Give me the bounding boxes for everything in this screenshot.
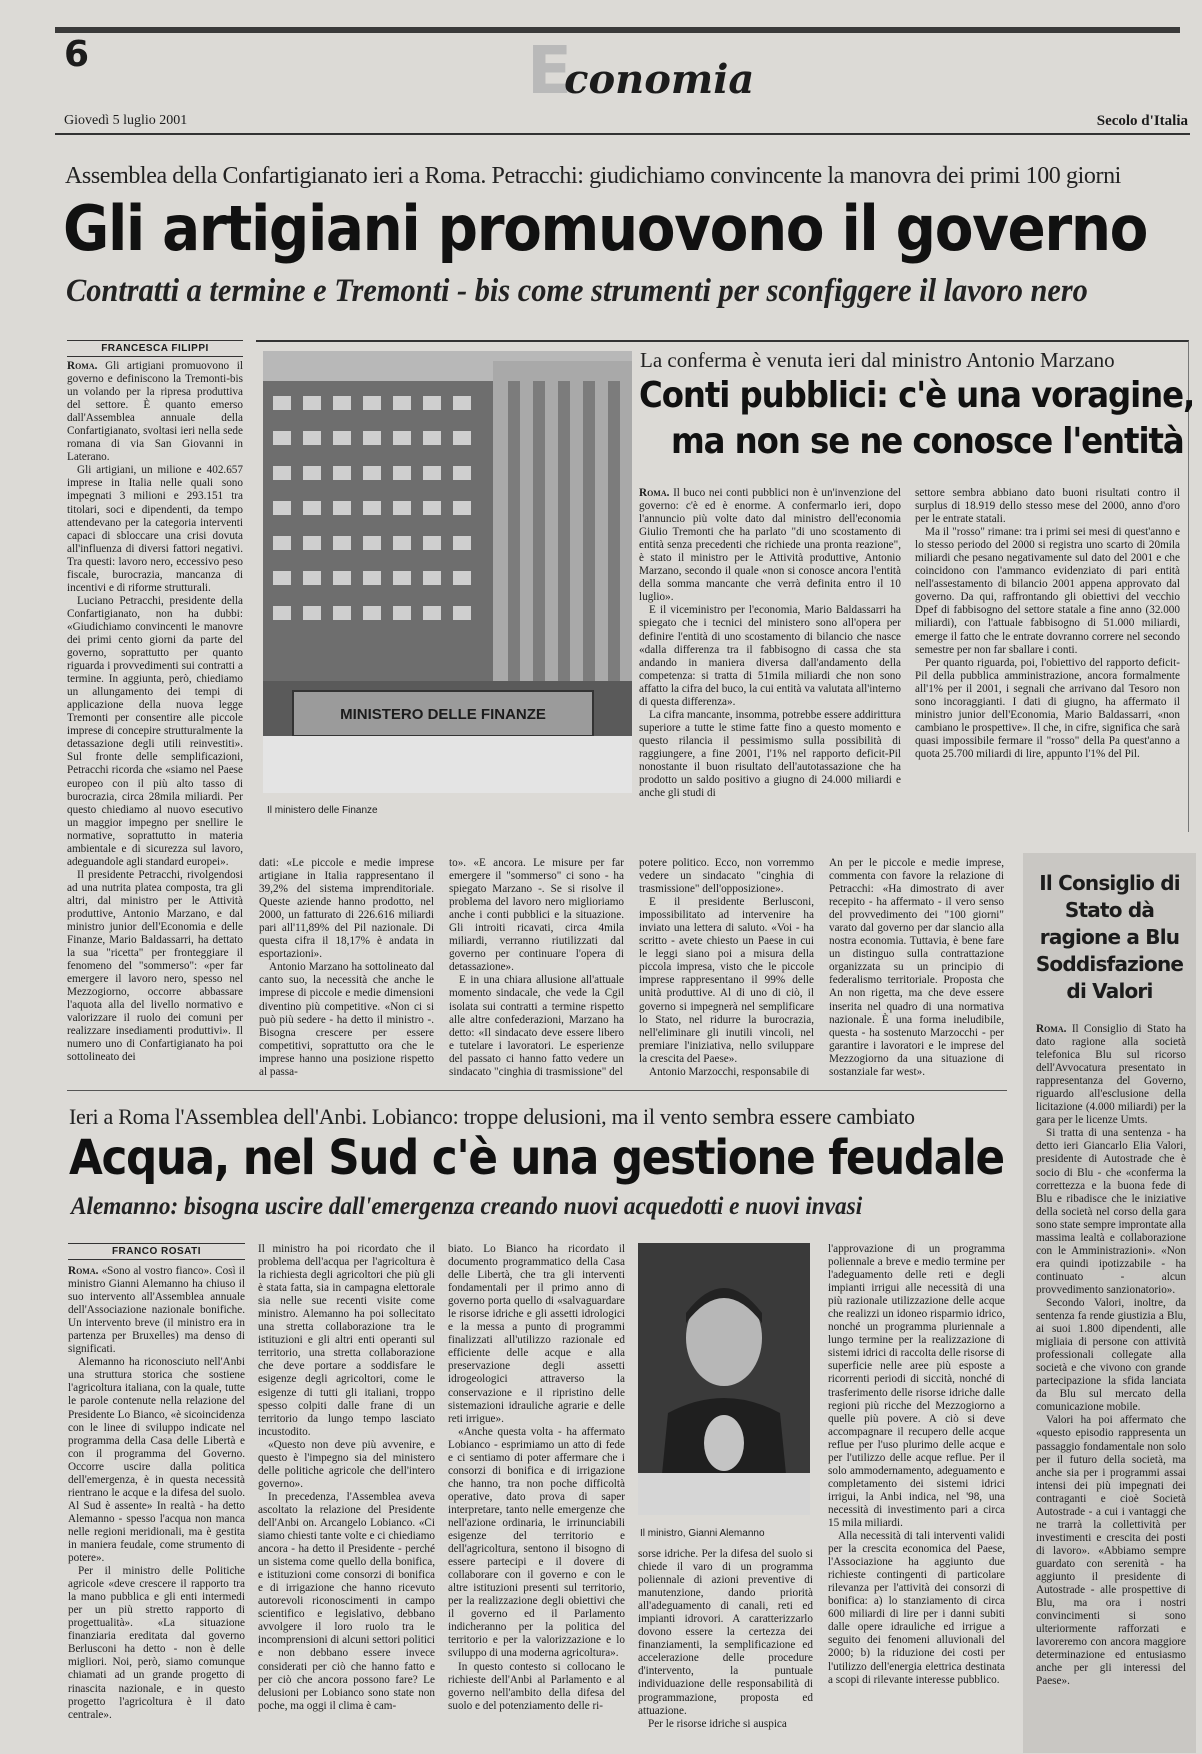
paragraph: Il ministro ha poi ricordato che il problema dell'acqua per l'agricoltura è la richiesta degli agricoltori che più gli è stata fatta, sia in campagna elettorale sia nelle sue recenti visite come ministro. Alemanno ha poi sollecitato una stretta collaborazione tra le istituzioni e gli altri enti operanti sul territorio, una stretta collaborazione che deve portare a soddisfare le esigenze degli agricoltori, come le esigenze di tutti gli italiani, troppo spesso colpiti dalle frane di un territorio da lungo tempo lasciato incustodito.	[258, 1243, 435, 1438]
paragraph: «Questo non deve più avvenire, e questo è l'impegno sia del ministero delle politiche agricole che dell'intero governo».	[258, 1438, 435, 1490]
paragraph: Ma il "rosso" rimane: tra i primi sei mesi di quest'anno e lo stesso periodo del 2000 si registra uno scarto di 20mila miliardi che pesano negativamente sul dato del 2001 e che coincidono con l'ammanco evidenziato di pari entità nell'assestamento di bilancio 2001 appena approvato dal governo. Da qui, raffrontando gli obiettivi del vecchio Dpef di fabbisogno del settore statale a fine anno (32.000 miliardi), con l'attuale fabbisogno di 51.000 miliardi, emerge il fatto che le entrate dovranno correre nel secondo semestre per non far sballare i conti.	[915, 526, 1180, 656]
story3-column-4	[638, 1548, 813, 1750]
ministry-photo-caption: Il ministero delle Finanze	[267, 805, 378, 816]
story1-column-3	[449, 857, 624, 1078]
story1-kicker: Assemblea della Confartigianato ieri a Roma. Petracchi: giudichiamo convincente la manovra dei primi 100 giorni	[65, 163, 1121, 189]
newspaper-name: Secolo d'Italia	[1096, 113, 1188, 129]
paragraph: potere politico. Ecco, non vorremmo vedere un sindacato "cinghia di trasmissione" dell'opposizione».	[639, 857, 814, 896]
paragraph: In questo contesto si collocano le richieste dell'Anbi al Parlamento e al governo nell'ambito della difesa del suolo e del potenziamento delle ri-	[448, 1660, 625, 1712]
story1-column-2	[259, 857, 434, 1078]
paragraph: E in una chiara allusione all'attuale momento sindacale, che vede la Cgil isolata sui contratti a termine rispetto alle altre confederazioni, Marzano ha detto: «Il sindacato deve essere libero e tutelare i lavoratori. Le esperienze del passato ci hanno fatto vedere un sindacato "cinghia di trasmissione" del	[449, 974, 624, 1078]
paragraph: biato. Lo Bianco ha ricordato il documento programmatico della Casa delle Libertà, che tra gli interventi fondamentali per il primo anno di governo porta quello di «salvaguardare le risorse idriche e gli assetti idrologici e la messa a punto di programmi finalizzati all'utilizzo razionale ed efficiente delle acque e alla preservazione degli assetti idrogeologici attraverso la conservazione e il ripristino delle sistemazioni idrauliche agrarie e delle reti irrigue».	[448, 1243, 625, 1425]
story3-column-1	[68, 1265, 245, 1750]
paragraph: In precedenza, l'Assemblea aveva ascoltato la relazione del Presidente dell'Anbi on. Arcangelo Lobianco. «Ci siamo chiesti tante volte e ci chiediamo ancora - ha detto il Presidente - perché un sistema come quello della bonifica, e istituzioni come consorzi di bonifica e di irrigazione che hanno ricevuto autorevoli riconoscimenti in campo scientifico e legislativo, debbano avvolgere il loro ruolo tra le incomprensioni di alcuni settori politici e non debbano essere invece considerati per ciò che hanno fatto e per ciò che ancora possono fare? Le delusioni per Lobianco sono state non poche, ma oggi il clima è cam-	[258, 1490, 435, 1712]
dateline: Roma.	[67, 360, 98, 372]
ministry-building-image	[263, 351, 632, 793]
story3-kicker: Ieri a Roma l'Assemblea dell'Anbi. Lobianco: troppe delusioni, ma il vento sembra essere cambiato	[69, 1104, 915, 1129]
ministry-photo	[263, 351, 632, 793]
alemanno-photo	[638, 1243, 810, 1515]
page-number: 6	[64, 34, 90, 75]
paragraph: La cifra mancante, insomma, potrebbe essere addirittura superiore a tutte le stime fatte fino a questo momento e questo rilancia il pessimismo sulla possibilità di raggiungere, a fine 2001, l'1% nel rapporto deficit-Pil nonostante il buon risultato dell'autotassazione che ha prodotto un saldo positivo a giugno di 24.000 miliardi e anche gli studi di	[639, 708, 901, 800]
paragraph: dati: «Le piccole e medie imprese artigiane in Italia rappresentano il 39,2% del sistema imprenditoriale. Queste aziende hanno prodotto, nel 2000, un fatturato di 226.616 miliardi pari all'11,89% del Pil nazionale. Di questa cifra il 18,17% è andata in esportazioni».	[259, 857, 434, 961]
section-initial: E	[527, 32, 573, 109]
story3-rule	[67, 1090, 1007, 1091]
story4-headline: Il Consiglio di Stato dà ragione a Blu Soddisfazione di Valori	[1035, 871, 1184, 1003]
story3-column-2	[258, 1243, 435, 1750]
story2-headline-line1: Conti pubblici: c'è una voragine,	[639, 375, 1195, 416]
paragraph: Per il ministro delle Politiche agricole «deve crescere il rapporto tra la mano pubblica e gli enti intermedi per un più stretto rapporto di progettualità». «La situazione finanziaria ereditata dal governo Berlusconi ha detto - non è delle migliori. Noi, però, siamo comunque chiamati ad un grande progetto di rinascita nazionale, e in questo progetto l'agricoltura è il dato centrale».	[68, 1565, 245, 1721]
section-name: conomia	[564, 56, 755, 103]
paragraph: sorse idriche. Per la difesa del suolo si chiede il varo di un programma poliennale di azioni preventive di manutenzione, dando priorità all'adeguamento di canali, reti ed impianti idrovori. A caratterizzarlo dovono essere la certezza dei finanziamenti, la semplificazione ed accelerazione delle procedure d'intervento, la puntuale individuazione delle responsabilità di programmazione, proposta ed attuazione.	[638, 1548, 813, 1717]
paragraph: to». «E ancora. Le misure per far emergere il "sommerso" ci sono - ha spiegato Marzano -. Se si risolve il problema del lavoro nero miglioriamo anche i conti pubblici e la situazione. Gli introiti ricavati, circa 4mila miliardi, verranno riutilizzati dal governo per continuare l'opera di detassazione».	[449, 857, 624, 974]
paragraph: Il Consiglio di Stato ha dato ragione alla società telefonica Blu sul ricorso dell'Avvocatura presentato in rappresentanza del Governo, riguardo all'esclusione della licitazione (4.000 miliardi) per la gara per le licenze Umts.	[1036, 1023, 1186, 1127]
story1-deck: Contratti a termine e Tremonti - bis come strumenti per sconfiggere il lavoro nero	[66, 273, 1088, 309]
story3-column-3	[448, 1243, 625, 1750]
story4-body	[1036, 1023, 1186, 1745]
paragraph: Alla necessità di tali interventi validi per la crescita economica del Paese, l'Associazione ha aggiunto due richieste contingenti di particolare rilevanza per l'attività dei consorzi di bonifica: a) lo stanziamento di circa 600 miliardi di lire per i danni subiti dalle opere idrauliche ed irrigue a seguito dei fenomeni alluvionali del 2000; b) la riduzione dei costi per l'utilizzo dell'energia elettrica destinata a scopi di rilevante interesse pubblico.	[828, 1530, 1005, 1686]
story3-headline: Acqua, nel Sud c'è una gestione feudale	[69, 1130, 1004, 1186]
paragraph: Luciano Petracchi, presidente della Confartigianato, non ha dubbi: «Giudichiamo convincenti le manovre dei primi cento giorni da parte del governo, soprattutto per quanto riguarda i provvedimenti sui contratti a termine. In aggiunta, però, chiediamo un allungamento dei tempi di applicazione della nuova legge Tremonti per consentire alle piccole imprese di concepire strutturalmente la detassazione degli utili reinvestiti». Sul fronte delle semplificazioni, Petracchi ricorda che «siamo nel Paese europeo con il più alto tasso di burocrazia, circa 28mila miliardi. Per questo chiediamo al nuovo esecutivo un maggior impegno per snellire le normative, soprattutto in materia ambientale e di sicurezza sul lavoro, adeguandole agli standard europei».	[67, 594, 243, 868]
paragraph: l'approvazione di un programma poliennale a breve e medio termine per l'adeguamento delle reti e degli impianti irrigui alle necessità di una più razionale utilizzazione delle acque che realizzi un idoneo risparmio idrico, nonché un programma pluriennale a lungo termine per la realizzazione di sistemi idrici di raccolta delle risorse di superficie nelle aree più esposte a ricorrenti periodi di siccità, nonché di trasferimento delle risorse idriche dalle regioni più ricche del Mezzogiorno a quelle più povere. A ciò si deve accompagnare il recupero delle acque reflue per l'uso plurimo delle acque e per l'utilizzo delle acque reflue. Per il solo ammodernamento, adeguamento e completamento dei sistemi idrici irrigui, la Anbi indica, nel '98, una necessità di investimento pari a circa 15 mila miliardi.	[828, 1243, 1005, 1529]
story1-column-5	[829, 857, 1004, 1078]
publication-date: Giovedì 5 luglio 2001	[64, 113, 188, 128]
paragraph: Antonio Marzocchi, responsabile di	[649, 1065, 810, 1078]
paragraph: Si tratta di una sentenza - ha detto ieri Giancarlo Elia Valori, presidente di Autostrade che è socio di Blu - che «conferma la correttezza e la buona fede di Blu e ribadisce che le iniziative della società nel corso della gara sono state sempre improntate alla massima lealtà e collaborazione con le Amministrazioni». «Non era quindi ipotizzabile - ha continuato - alcun provvedimento sanzionatorio».	[1036, 1127, 1186, 1296]
paragraph: E il presidente Berlusconi, impossibilitato ad intervenire ha inviato una lettera di saluto. «Voi - ha scritto - avete chiesto un Paese in cui le leggi siano poi a misura della piccola impresa, visto che le piccole imprese rappresentano il 99% delle unità produttive. Al di uno di ciò, il governo si impegnerà nel semplificare lo Stato, nel ridurre la burocrazia, nell'eliminare gli inutili vincoli, nel premiare l'iniziativa, nello sviluppare la crescita del Paese».	[639, 896, 814, 1065]
story2-column-1	[639, 487, 901, 822]
dateline: Roma.	[639, 487, 670, 499]
header-rule	[55, 133, 1190, 135]
story2-headline-line2: ma non se ne conosce l'entità	[671, 421, 1184, 462]
dateline: Roma.	[1036, 1023, 1067, 1035]
story2-column-2	[915, 487, 1180, 822]
paragraph: Secondo Valori, inoltre, da sentenza fa rende giustizia a Blu, ai suoi 1.800 dipendenti, alle migliaia di persone con attività professionali collegate alla società e che vivono con grande partecipazione la sfida lanciata da Blu sul mercato della comunicazione mobile.	[1036, 1296, 1186, 1414]
paragraph: Per le risorse idriche si auspica	[648, 1717, 787, 1730]
story3-column-5	[828, 1243, 1005, 1750]
paragraph: Il presidente Petracchi, rivolgendosi ad una nutrita platea composta, tra gli altri, dal ministro per le Attività produttive, Antonio Marzano, e dal ministro junior dell'Economia e delle Finanze, Mario Baldassarri, ha dettato la sua "ricetta" per fronteggiare il fenomeno del "sommerso": «per far emergere il lavoro nero, spesso nel Mezzogiorno, occorre abbassare l'aquota alla del livello normativo e valorizzare il ruolo dei comuni per realizzare insediamenti produttivi». Il numero uno di Confartigianato ha poi sottolineato dei	[67, 868, 243, 1064]
paragraph: Alemanno ha riconosciuto nell'Anbi una struttura storica che sostiene l'agricoltura italiana, con la quale, tutte le parole contenute nella relazione del Presidente Lo Bianco, «è sicoincidenza con le linee di sviluppo indicate nel programma della Casa delle Libertà e con il programma del Governo. Occorre uscire dalla politica dell'emergenza, è in questa necessità rientrano le acque e la difesa del suolo. Al Sud è assente» In realtà - ha detto Alemanno - spesso l'acqua non manca nelle regioni meridionali, ma è gestita in maniera feudale, come strumento di potere».	[68, 1356, 245, 1565]
top-rule	[55, 27, 1180, 33]
paragraph: Gli artigiani promuovono il governo e definiscono la Tremonti-bis un volando per la ripresa produttiva del settore. È quanto emerso dall'Assemblea annuale della Confartigianato, svoltasi ieri nella sede romana di via San Giovanni in Laterano.	[67, 360, 244, 464]
dateline: Roma.	[68, 1265, 99, 1277]
portrait-image	[638, 1243, 810, 1515]
story3-byline: FRANCO ROSATI	[68, 1243, 245, 1260]
story1-column-4	[639, 857, 814, 1078]
paragraph: «Anche questa volta - ha affermato Lobianco - esprimiamo un atto di fede e ci sentiamo di poter affermare che i consorzi di bonifica e di irrigazione che hanno, tra non poche difficoltà operative, dato prova di saper interpretare, tanto nelle emergenze che nell'azione ordinaria, le irrinunciabili esigenze del territorio e dell'agricoltura, sentono il bisogno di essere partecipi e il dovere di collaborare con il governo e con le altre istituzioni presenti sul territorio, per la realizzazione degli obiettivi che il governo ed il Parlamento indicheranno per la politica del territorio e per la valorizzazione e lo sviluppo di una moderna agricoltura».	[448, 1425, 625, 1660]
paragraph: Il buco nei conti pubblici non è un'invenzione del governo: c'è ed è enorme. A confermarlo ieri, dopo l'annuncio più volte dato dal ministro dell'economia Giulio Tremonti che ha parlato "di uno scostamento di entità senza precedenti che richiede una pronta reazione", è stato il ministro per le Attività produttive, Antonio Marzano, secondo il quale «non si conosce ancora l'entità della somma mancante che verrà definita entro il 10 luglio».	[639, 487, 902, 604]
paragraph: Antonio Marzano ha sottolineato dal canto suo, la necessità che anche le imprese di piccole e medie dimensioni diventino più competitive. «Non ci si può più sedere - ha detto il ministro -. Bisogna crescere per essere competitivi, soprattutto ora che le imprese hanno una posizione rispetto al passa-	[259, 961, 434, 1078]
ministry-sign-text: MINISTERO DELLE FINANZE	[340, 706, 546, 723]
story1-headline: Gli artigiani promuovono il governo	[63, 192, 1148, 265]
alemanno-photo-caption: Il ministro, Gianni Alemanno	[640, 1528, 765, 1539]
paragraph: Per quanto riguarda, poi, l'obiettivo del rapporto deficit-Pil della pubblica amministrazione, ancora formalmente all'1% per il 2001, i segnali che arrivano dal Tesoro non sono incoraggianti. I dati di giugno, ha affermato il ministro junior dell'Economia, Mario Baldassarri, «non cambiano le prospettive». Il che, in cifre, significa che sarà quasi impossibile fermare il "rosso" della Pa quest'anno a quota 25.700 miliardi di lire, appunto l'1% del Pil.	[915, 656, 1180, 760]
story1-column-1	[67, 360, 243, 1070]
section-title	[527, 32, 755, 109]
paragraph: An per le piccole e medie imprese, commenta con favore la relazione di Petracchi: «Ha dimostrato di aver recepito - ha affermato - il vero senso del provvedimento dei "100 giorni" varato dal governo per dar slancio alla nostra economia. Tuttavia, è bene fare un distinguo sulla contrattazione organizzata su un principio di federalismo territoriale. Proposta che An non rigetta, ma che deve essere inserita nel quadro di una normativa nazionale. È una forma ineludibile, questa - ha sostenuto Marzocchi - per garantire i lavoratori e le imprese del Mezzogiorno da una situazione di sostanziale far west».	[829, 857, 1004, 1078]
story2-kicker: La conferma è venuta ieri dal ministro Antonio Marzano	[640, 348, 1115, 372]
paragraph: Valori ha poi affermato che «questo episodio rappresenta un passaggio fondamentale non solo per il futuro della società, ma anche sia per i programmi assai intensi dei più impegnati dei contraganti e cioè Società Autostrade - a cui i vantaggi che ne trarrà la collettività per investimenti e crescita dei posti di lavoro». «Abbiamo sempre guardato con serenità - ha aggiunto il presidente di Autostrade - alle prospettive di Blu, ma ora i nostri convincimenti si sono ulteriormente rafforzati e lavoreremo con ancora maggiore determinazione ed entusiasmo anche per gli interessi del Paese».	[1036, 1414, 1186, 1688]
story1-byline: FRANCESCA FILIPPI	[67, 340, 243, 357]
paragraph: «Sono al vostro fianco». Così il ministro Gianni Alemanno ha chiuso il suo intervento all'Assemblea annuale dell'Associazione nazionale bonifiche. Un intervento breve (il ministro era in partenza per Bruxelles) ma denso di significati.	[68, 1265, 245, 1356]
story3-deck: Alemanno: bisogna uscire dall'emergenza creando nuovi acquedotti e nuovi invasi	[71, 1193, 863, 1220]
paragraph: Gli artigiani, un milione e 402.657 imprese in Italia nelle quali sono impegnati 3 milioni e 293.151 tra titolari, soci e dipendenti, da tempo attendevano per la categoria interventi capaci di sbloccare una crisi dovuta all'influenza di diversi fattori negativi. Tra questi: lavoro nero, eccessivo peso fiscale, burocrazia, mancanza di incentivi e di riforme strutturali.	[67, 464, 243, 594]
paragraph: settore sembra abbiano dato buoni risultati contro il surplus di 18.919 dello stesso mese del 2000, anno d'oro per le entrate statali.	[915, 487, 1180, 526]
paragraph: E il viceministro per l'economia, Mario Baldassarri ha spiegato che i tecnici del ministero sono all'opera per definire l'entità di uno scostamento di bilancio che nasce «dalla differenza tra il fabbisogno di cassa che sta andando in maniera diversa dall'andamento della competenza: si tratta di 51mila miliardi che non sono affatto la cifra del buco, la cui entità va valutata all'interno di questa differenza».	[639, 604, 901, 708]
